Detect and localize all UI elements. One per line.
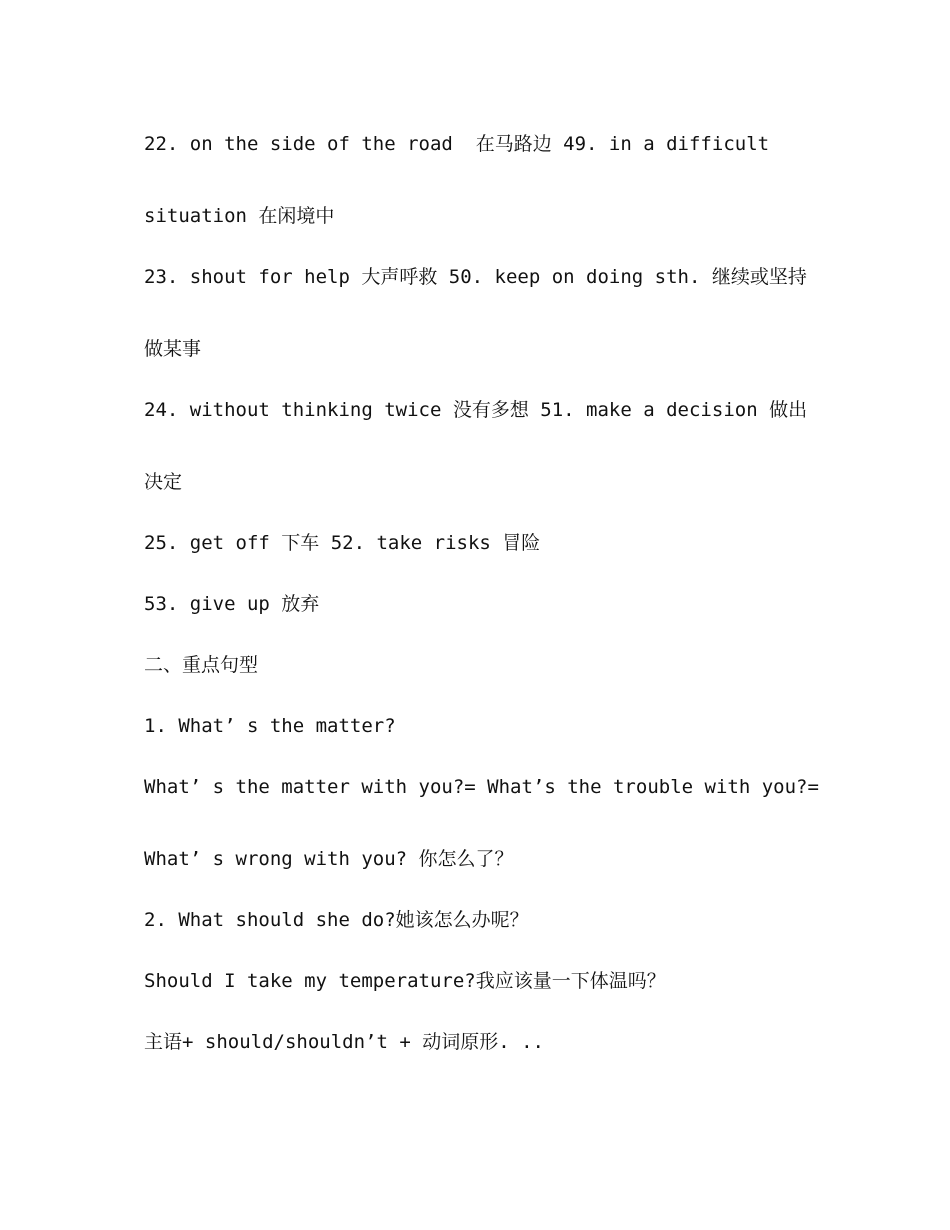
phrase-line-50-cont: 做某事 — [144, 338, 202, 360]
phrase-line-49-cont: situation 在闲境中 — [144, 205, 335, 227]
sentence-line-2-example: Should I take my temperature?我应该量一下体温吗？ — [144, 970, 666, 992]
phrase-line-22-49: 22. on the side of the road 在马路边 49. in a difficult — [144, 133, 770, 155]
sentence-line-2: 2. What should she do?她该怎么办呢？ — [144, 909, 529, 931]
phrase-line-23-50: 23. shout for help 大声呼救 50. keep on doing sth. 继续或坚持 — [144, 266, 807, 288]
phrase-line-24-51: 24. without thinking twice 没有多想 51. make a decision 做出 — [144, 399, 808, 421]
phrase-line-25-52: 25. get off 下车 52. take risks 冒险 — [144, 532, 541, 554]
phrase-line-51-cont: 决定 — [144, 471, 183, 493]
sentence-line-1-variants: What’ s the matter with you?= What’s the trouble with you?= — [144, 776, 819, 798]
sentence-line-1: 1. What’ s the matter? — [144, 715, 396, 737]
section-heading: 二、重点句型 — [144, 654, 259, 676]
sentence-line-1-cont: What’ s wrong with you? 你怎么了？ — [144, 848, 514, 870]
phrase-line-53: 53. give up 放弃 — [144, 593, 320, 615]
sentence-line-2-pattern: 主语+ should/shouldn’t + 动词原形. .. — [144, 1031, 544, 1053]
